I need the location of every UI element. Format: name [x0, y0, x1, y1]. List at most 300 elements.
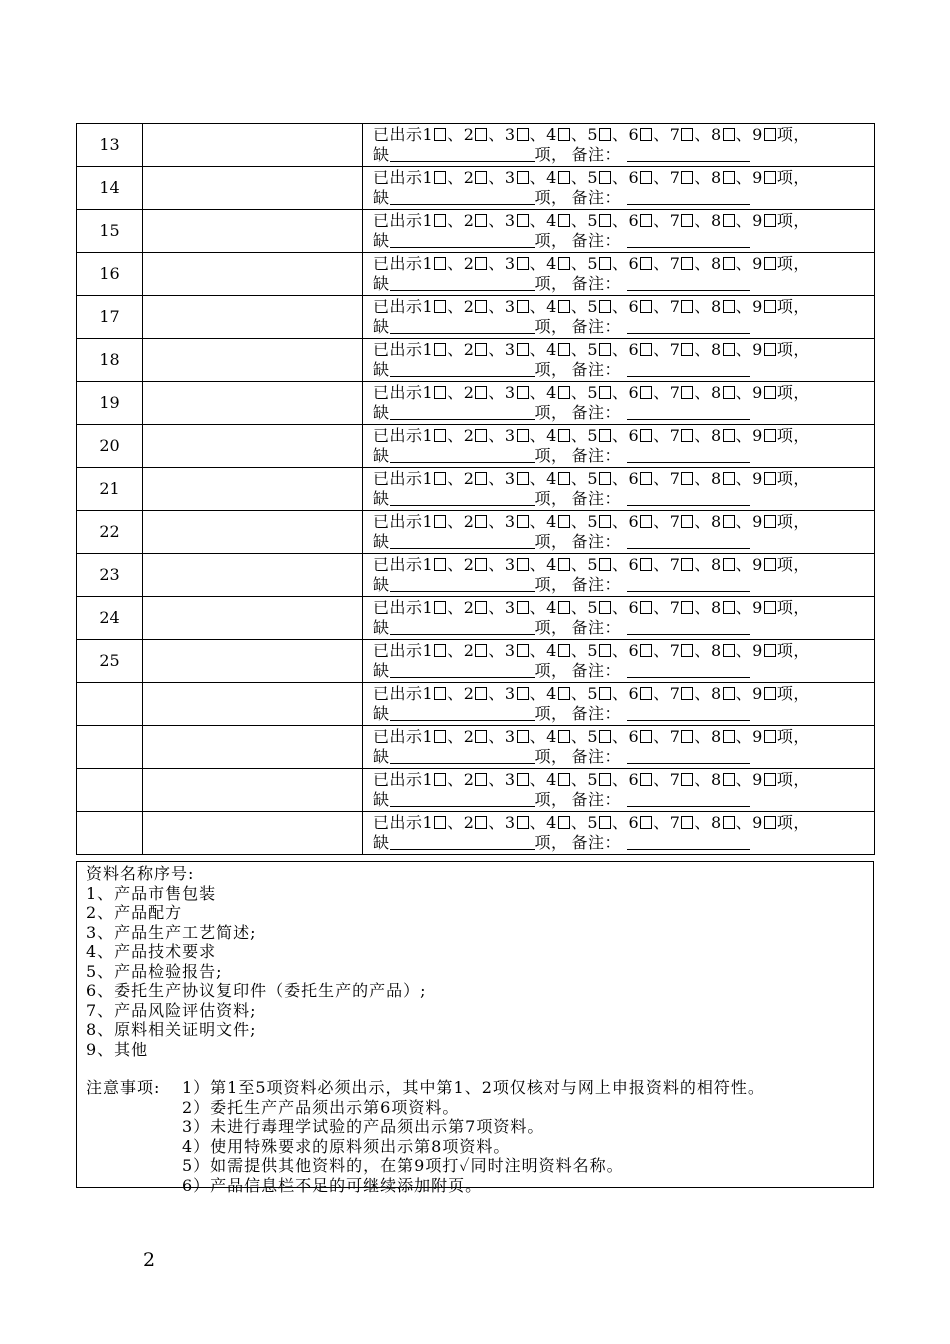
checkbox[interactable] [723, 687, 735, 700]
missing-suffix: 项， [534, 532, 568, 551]
checkbox[interactable] [558, 214, 570, 227]
checkbox[interactable] [681, 171, 693, 184]
item-number: 5 [587, 125, 599, 144]
checkbox[interactable] [475, 816, 487, 829]
checkbox[interactable] [558, 472, 570, 485]
item-number: 2 [463, 641, 475, 660]
checkbox[interactable] [517, 730, 529, 743]
item-number: 7 [669, 254, 681, 273]
checkbox[interactable] [599, 816, 611, 829]
missing-label: 缺 [373, 704, 390, 723]
separator: 、 [694, 383, 711, 402]
checkbox[interactable] [640, 128, 652, 141]
table-row [77, 382, 875, 425]
product-name-cell[interactable] [143, 167, 363, 210]
product-name-cell[interactable] [143, 210, 363, 253]
checkbox[interactable] [434, 558, 446, 571]
item-number: 9 [752, 813, 763, 832]
checkbox[interactable] [434, 816, 446, 829]
checkbox[interactable] [723, 515, 735, 528]
checkbox[interactable] [640, 472, 652, 485]
missing-blank-field[interactable] [390, 747, 535, 764]
checkbox[interactable] [764, 429, 776, 442]
item-number: 3 [504, 297, 516, 316]
item-number: 6 [628, 211, 640, 230]
checkbox[interactable] [558, 257, 570, 270]
product-name-cell[interactable] [143, 382, 363, 425]
shown-items-line [373, 383, 874, 403]
separator: 、 [447, 297, 464, 316]
product-name-cell[interactable] [143, 253, 363, 296]
notice-item-3: 3）未进行毒理学试验的产品须出示第7项资料。 [182, 1117, 545, 1136]
checkbox[interactable] [517, 128, 529, 141]
checkbox[interactable] [475, 128, 487, 141]
checkbox[interactable] [764, 214, 776, 227]
checkbox[interactable] [764, 386, 776, 399]
checkbox[interactable] [681, 515, 693, 528]
checkbox[interactable] [434, 773, 446, 786]
missing-blank-field[interactable] [390, 833, 535, 850]
item-number: 2 [463, 297, 475, 316]
checkbox[interactable] [764, 171, 776, 184]
checkbox[interactable] [558, 343, 570, 356]
separator: 、 [612, 641, 629, 660]
remark-blank-field[interactable] [627, 446, 750, 463]
checkbox[interactable] [640, 687, 652, 700]
product-name-cell[interactable] [143, 511, 363, 554]
checkbox[interactable] [681, 558, 693, 571]
checkbox[interactable] [475, 773, 487, 786]
checkbox[interactable] [475, 257, 487, 270]
checkbox[interactable] [681, 601, 693, 614]
checkbox[interactable] [475, 730, 487, 743]
checkbox[interactable] [640, 730, 652, 743]
item-number: 7 [669, 426, 681, 445]
checkbox[interactable] [764, 644, 776, 657]
checkbox[interactable] [723, 644, 735, 657]
checkbox[interactable] [517, 816, 529, 829]
checkbox[interactable] [434, 687, 446, 700]
checkbox[interactable] [517, 687, 529, 700]
checkbox[interactable] [475, 515, 487, 528]
remark-blank-field[interactable] [627, 231, 750, 248]
checkbox[interactable] [434, 300, 446, 313]
product-name-cell[interactable] [143, 425, 363, 468]
missing-line [373, 489, 874, 509]
checkbox[interactable] [599, 601, 611, 614]
checkbox[interactable] [723, 300, 735, 313]
checkbox[interactable] [723, 601, 735, 614]
checkbox[interactable] [764, 816, 776, 829]
separator: 、 [570, 469, 588, 488]
product-name-cell[interactable] [143, 640, 363, 683]
item-number: 9 [752, 641, 763, 660]
checkbox[interactable] [558, 644, 570, 657]
checkbox[interactable] [434, 472, 446, 485]
remark-blank-field[interactable] [627, 661, 750, 678]
row-number: 24 [77, 597, 143, 640]
checkbox[interactable] [681, 128, 693, 141]
separator: 、 [529, 340, 547, 359]
checkbox[interactable] [640, 644, 652, 657]
item-number: 2 [463, 125, 475, 144]
checkbox[interactable] [599, 300, 611, 313]
items-suffix: 项， [776, 598, 810, 617]
separator: 、 [570, 641, 588, 660]
item-number: 2 [463, 684, 475, 703]
checkbox[interactable] [558, 558, 570, 571]
checkbox[interactable] [599, 214, 611, 227]
checkbox[interactable] [434, 515, 446, 528]
items-suffix: 项， [776, 125, 810, 144]
missing-line [373, 575, 874, 595]
checkbox[interactable] [681, 300, 693, 313]
remark-blank-field[interactable] [627, 403, 750, 420]
checkbox[interactable] [723, 171, 735, 184]
checkbox[interactable] [599, 257, 611, 270]
checkbox[interactable] [681, 343, 693, 356]
missing-blank-field[interactable] [390, 532, 535, 549]
checkbox[interactable] [640, 558, 652, 571]
checkbox[interactable] [723, 429, 735, 442]
product-name-cell[interactable] [143, 468, 363, 511]
checkbox[interactable] [764, 558, 776, 571]
remark-label: 备注： [571, 317, 622, 336]
missing-suffix: 项， [534, 618, 568, 637]
items-suffix: 项， [776, 297, 810, 316]
checkbox[interactable] [764, 472, 776, 485]
shown-label: 已出示 [373, 684, 423, 703]
checkbox[interactable] [681, 214, 693, 227]
documents-status-cell [363, 468, 875, 511]
checkbox[interactable] [434, 214, 446, 227]
checkbox[interactable] [764, 601, 776, 614]
checkbox[interactable] [764, 300, 776, 313]
separator: 、 [570, 211, 588, 230]
checkbox[interactable] [434, 601, 446, 614]
checkbox[interactable] [475, 687, 487, 700]
checkbox[interactable] [599, 343, 611, 356]
remark-blank-field[interactable] [627, 618, 750, 635]
item-number: 6 [628, 770, 640, 789]
checkbox[interactable] [599, 171, 611, 184]
remark-blank-field[interactable] [627, 790, 750, 807]
checkbox[interactable] [599, 472, 611, 485]
item-number: 5 [587, 770, 599, 789]
checkbox[interactable] [681, 730, 693, 743]
checkbox[interactable] [434, 171, 446, 184]
missing-blank-field[interactable] [390, 403, 535, 420]
checkbox[interactable] [681, 773, 693, 786]
checkbox[interactable] [434, 386, 446, 399]
record-rows [77, 124, 875, 855]
checkbox[interactable] [640, 343, 652, 356]
missing-blank-field[interactable] [390, 790, 535, 807]
checkbox[interactable] [599, 687, 611, 700]
separator: 、 [735, 426, 753, 445]
item-number: 5 [587, 383, 599, 402]
checkbox[interactable] [764, 257, 776, 270]
remark-blank-field[interactable] [627, 145, 750, 162]
document-item-2: 2、产品配方 [86, 903, 183, 922]
separator: 、 [694, 340, 711, 359]
remark-blank-field[interactable] [627, 274, 750, 291]
checkbox[interactable] [517, 429, 529, 442]
row-number: 17 [77, 296, 143, 339]
product-name-cell[interactable] [143, 296, 363, 339]
checkbox[interactable] [517, 644, 529, 657]
separator: 、 [570, 684, 588, 703]
checkbox[interactable] [681, 257, 693, 270]
remark-blank-field[interactable] [627, 532, 750, 549]
checkbox[interactable] [599, 515, 611, 528]
checkbox[interactable] [599, 773, 611, 786]
missing-blank-field[interactable] [390, 360, 535, 377]
missing-blank-field[interactable] [390, 575, 535, 592]
checkbox[interactable] [475, 171, 487, 184]
checkbox[interactable] [434, 429, 446, 442]
checkbox[interactable] [764, 515, 776, 528]
checkbox[interactable] [640, 300, 652, 313]
checkbox[interactable] [558, 429, 570, 442]
missing-suffix: 项， [534, 188, 568, 207]
item-number: 3 [504, 813, 516, 832]
separator: 、 [694, 426, 711, 445]
checkbox[interactable] [599, 429, 611, 442]
checkbox[interactable] [723, 257, 735, 270]
checkbox[interactable] [723, 386, 735, 399]
shown-label: 已出示 [373, 426, 423, 445]
checkbox[interactable] [558, 816, 570, 829]
checkbox[interactable] [517, 300, 529, 313]
checkbox[interactable] [475, 601, 487, 614]
product-name-cell[interactable] [143, 683, 363, 726]
product-name-cell[interactable] [143, 812, 363, 855]
checkbox[interactable] [723, 472, 735, 485]
separator: 、 [612, 211, 629, 230]
checkbox[interactable] [764, 128, 776, 141]
checkbox[interactable] [599, 558, 611, 571]
remark-blank-field[interactable] [627, 317, 750, 334]
shown-label: 已出示 [373, 813, 423, 832]
remark-blank-field[interactable] [627, 360, 750, 377]
checkbox[interactable] [723, 773, 735, 786]
checkbox[interactable] [640, 429, 652, 442]
table-row [77, 468, 875, 511]
checkbox[interactable] [517, 601, 529, 614]
product-name-cell[interactable] [143, 554, 363, 597]
shown-items-line [373, 168, 874, 188]
checkbox[interactable] [640, 816, 652, 829]
separator: 、 [653, 254, 670, 273]
checkbox[interactable] [723, 816, 735, 829]
item-number: 8 [710, 641, 722, 660]
checkbox[interactable] [517, 386, 529, 399]
remark-blank-field[interactable] [627, 489, 750, 506]
checkbox[interactable] [681, 816, 693, 829]
missing-blank-field[interactable] [390, 317, 535, 334]
checkbox[interactable] [764, 730, 776, 743]
checkbox[interactable] [475, 343, 487, 356]
missing-line [373, 704, 874, 724]
separator: 、 [612, 598, 629, 617]
checkbox[interactable] [434, 730, 446, 743]
product-name-cell[interactable] [143, 124, 363, 167]
remark-blank-field[interactable] [627, 704, 750, 721]
remark-blank-field[interactable] [627, 188, 750, 205]
item-number: 6 [628, 254, 640, 273]
checkbox[interactable] [558, 386, 570, 399]
item-number: 2 [463, 770, 475, 789]
checkbox[interactable] [434, 644, 446, 657]
product-name-cell[interactable] [143, 769, 363, 812]
product-name-cell[interactable] [143, 339, 363, 382]
checkbox[interactable] [558, 171, 570, 184]
checkbox[interactable] [434, 257, 446, 270]
item-number: 1 [422, 125, 434, 144]
documents-status-cell [363, 339, 875, 382]
checkbox[interactable] [640, 171, 652, 184]
checkbox[interactable] [558, 773, 570, 786]
missing-suffix: 项， [534, 274, 568, 293]
checkbox[interactable] [723, 128, 735, 141]
checkbox[interactable] [475, 558, 487, 571]
checkbox[interactable] [764, 773, 776, 786]
separator: 、 [735, 469, 753, 488]
separator: 、 [447, 512, 464, 531]
missing-suffix: 项， [534, 704, 568, 723]
remark-blank-field[interactable] [627, 747, 750, 764]
item-number: 1 [422, 254, 434, 273]
missing-blank-field[interactable] [390, 618, 535, 635]
separator: 、 [694, 598, 711, 617]
checkbox[interactable] [723, 558, 735, 571]
checkbox[interactable] [517, 773, 529, 786]
checkbox[interactable] [517, 472, 529, 485]
separator: 、 [447, 641, 464, 660]
item-number: 7 [669, 641, 681, 660]
separator: 、 [529, 383, 547, 402]
missing-blank-field[interactable] [390, 446, 535, 463]
checkbox[interactable] [517, 515, 529, 528]
remark-blank-field[interactable] [627, 833, 750, 850]
missing-blank-field[interactable] [390, 188, 535, 205]
missing-blank-field[interactable] [390, 145, 535, 162]
checkbox[interactable] [640, 386, 652, 399]
checkbox[interactable] [517, 343, 529, 356]
missing-blank-field[interactable] [390, 274, 535, 291]
checkbox[interactable] [475, 472, 487, 485]
items-suffix: 项， [776, 469, 810, 488]
table-row [77, 511, 875, 554]
separator: 、 [447, 770, 464, 789]
separator: 、 [653, 340, 670, 359]
checkbox[interactable] [558, 730, 570, 743]
missing-suffix: 项， [534, 790, 568, 809]
product-name-cell[interactable] [143, 597, 363, 640]
item-number: 8 [710, 598, 722, 617]
separator: 、 [570, 813, 588, 832]
checkbox[interactable] [475, 300, 487, 313]
checkbox[interactable] [640, 214, 652, 227]
checkbox[interactable] [640, 601, 652, 614]
item-number: 7 [669, 340, 681, 359]
checkbox[interactable] [517, 171, 529, 184]
separator: 、 [612, 297, 629, 316]
missing-blank-field[interactable] [390, 661, 535, 678]
checkbox[interactable] [681, 687, 693, 700]
missing-suffix: 项， [534, 145, 568, 164]
notice-list [182, 1078, 873, 1195]
item-number: 2 [463, 426, 475, 445]
document-item-6: 6、委托生产协议复印件（委托生产的产品）; [86, 981, 427, 1000]
shown-label: 已出示 [373, 168, 423, 187]
shown-items-line [373, 641, 874, 661]
checkbox[interactable] [517, 214, 529, 227]
checkbox[interactable] [723, 214, 735, 227]
separator: 、 [653, 297, 670, 316]
separator: 、 [653, 426, 670, 445]
item-number: 4 [546, 770, 557, 789]
checkbox[interactable] [723, 343, 735, 356]
checkbox[interactable] [681, 472, 693, 485]
checkbox[interactable] [723, 730, 735, 743]
checkbox[interactable] [475, 386, 487, 399]
checkbox[interactable] [764, 687, 776, 700]
checkbox[interactable] [599, 386, 611, 399]
checkbox[interactable] [517, 257, 529, 270]
missing-blank-field[interactable] [390, 704, 535, 721]
product-name-cell[interactable] [143, 726, 363, 769]
checkbox[interactable] [558, 687, 570, 700]
missing-blank-field[interactable] [390, 231, 535, 248]
checkbox[interactable] [599, 730, 611, 743]
item-number: 6 [628, 555, 640, 574]
checkbox[interactable] [558, 515, 570, 528]
checkbox[interactable] [640, 257, 652, 270]
checkbox[interactable] [558, 128, 570, 141]
separator: 、 [529, 211, 547, 230]
checkbox[interactable] [475, 214, 487, 227]
checkbox[interactable] [475, 644, 487, 657]
row-number: 22 [77, 511, 143, 554]
row-number: 14 [77, 167, 143, 210]
separator: 、 [529, 254, 547, 273]
separator: 、 [488, 813, 505, 832]
item-number: 5 [587, 813, 599, 832]
checkbox[interactable] [434, 128, 446, 141]
checkbox[interactable] [517, 558, 529, 571]
checkbox[interactable] [558, 601, 570, 614]
separator: 、 [488, 168, 505, 187]
remark-blank-field[interactable] [627, 575, 750, 592]
checkbox[interactable] [434, 343, 446, 356]
checkbox[interactable] [599, 128, 611, 141]
checkbox[interactable] [599, 644, 611, 657]
checkbox[interactable] [475, 429, 487, 442]
checkbox[interactable] [681, 386, 693, 399]
checkbox[interactable] [681, 644, 693, 657]
item-number: 2 [463, 727, 475, 746]
item-number: 8 [710, 512, 722, 531]
checkbox[interactable] [764, 343, 776, 356]
documents-status-cell [363, 812, 875, 855]
checkbox[interactable] [681, 429, 693, 442]
checkbox[interactable] [640, 515, 652, 528]
checkbox[interactable] [558, 300, 570, 313]
checkbox[interactable] [640, 773, 652, 786]
missing-blank-field[interactable] [390, 489, 535, 506]
